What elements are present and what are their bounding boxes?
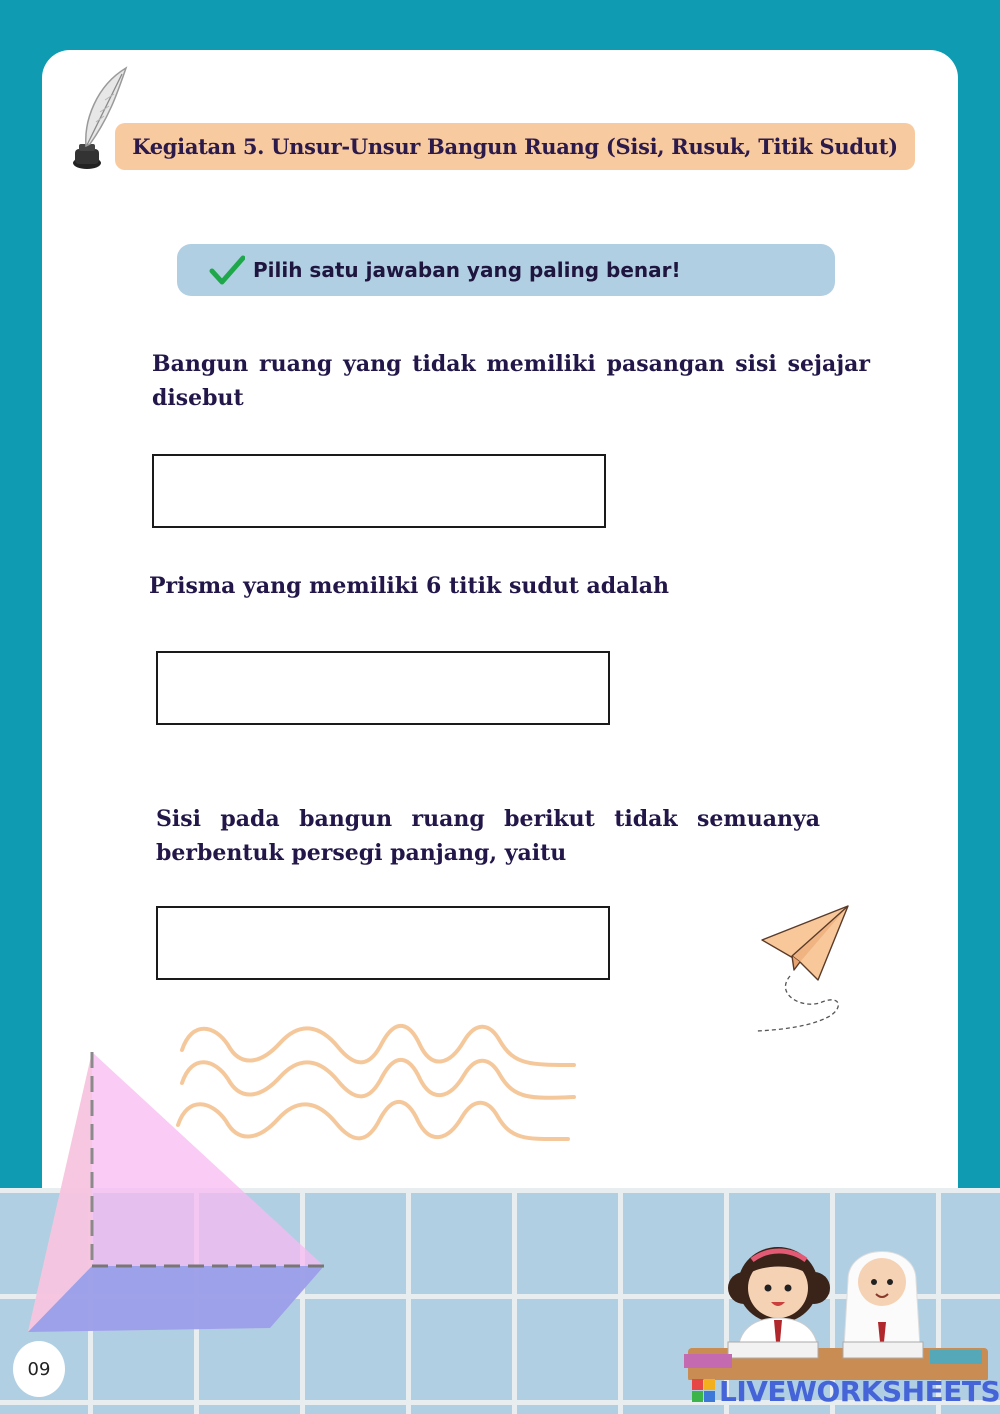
liveworksheets-brand-text: LIVEWORKSHEETS (719, 1374, 1000, 1408)
checkmark-icon (209, 255, 245, 285)
question-1: Bangun ruang yang tidak memiliki pasangan sisi sejajar disebut (152, 351, 870, 411)
instruction-text: Pilih satu jawaban yang paling benar! (253, 258, 681, 282)
pyramid-shape-illustration (0, 1040, 330, 1340)
answer-input-3[interactable] (156, 906, 610, 980)
question-3: Sisi pada bangun ruang berikut tidak semuanya berbentuk persegi panjang, yaitu (156, 806, 820, 866)
paper-plane-icon (752, 900, 862, 1036)
answer-input-2[interactable] (156, 651, 610, 725)
activity-title: Kegiatan 5. Unsur-Unsur Bangun Ruang (Sisi, Rusuk, Titik Sudut) (132, 134, 898, 159)
activity-title-banner (115, 123, 915, 170)
question-2: Prisma yang memiliki 6 titik sudut adalah (149, 573, 670, 599)
liveworksheets-brand (692, 1372, 1000, 1410)
answer-input-1[interactable] (152, 454, 606, 528)
page-number-badge (13, 1341, 65, 1397)
liveworksheets-logo-icon (692, 1379, 716, 1403)
page-number: 09 (27, 1358, 51, 1380)
students-studying-illustration (668, 1230, 990, 1380)
instruction-banner (177, 244, 835, 296)
